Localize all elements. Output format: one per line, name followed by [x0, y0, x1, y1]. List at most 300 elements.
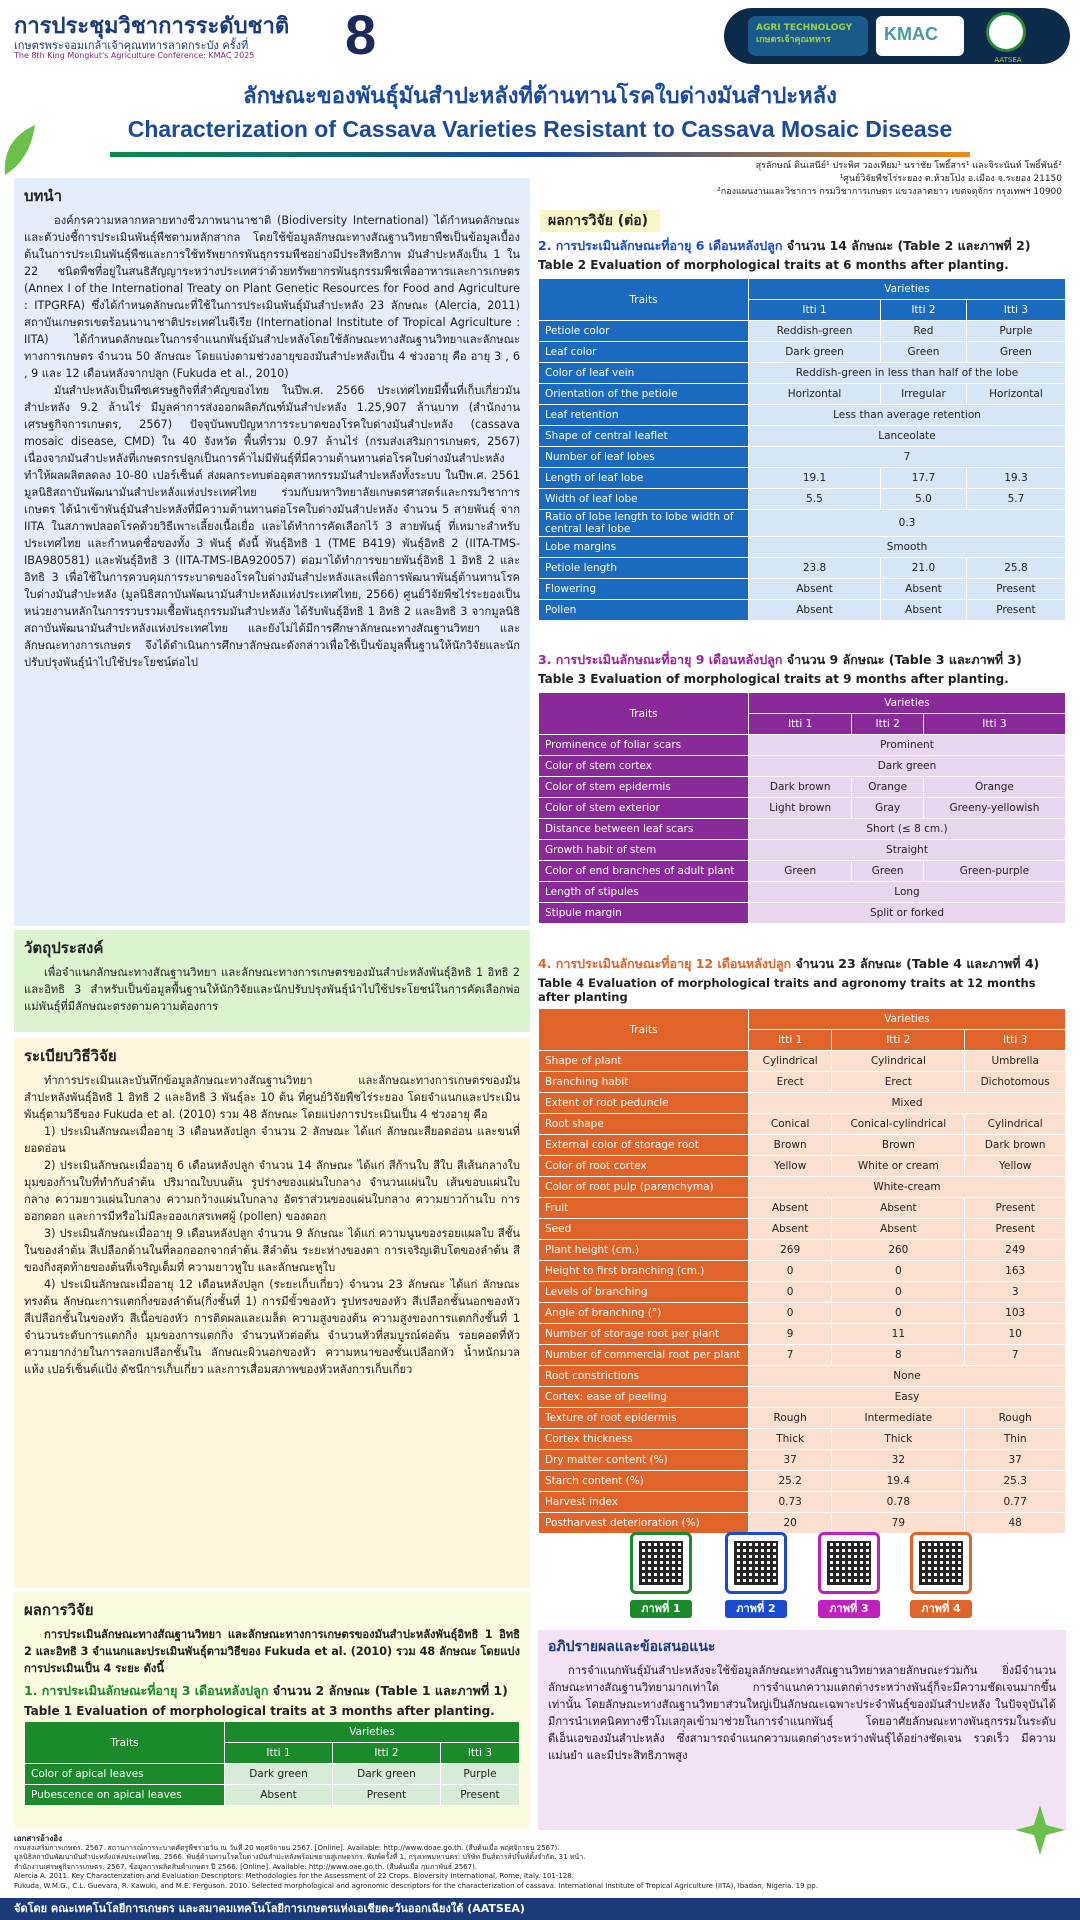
qr-label: ภาพที่ 2 [725, 1600, 787, 1618]
trait-cell: Angle of branching (°) [539, 1303, 749, 1324]
table-row [539, 363, 1066, 384]
value-cell: Less than average retention [749, 405, 1066, 426]
table-row [539, 798, 1066, 819]
results-section-4 [538, 954, 1066, 1534]
leaf-decoration-icon [1010, 1800, 1070, 1860]
trait-cell: Pollen [539, 600, 749, 621]
qr-code-icon[interactable] [630, 1532, 692, 1594]
value-cell: 163 [965, 1261, 1066, 1282]
value-cell: 5.5 [749, 489, 881, 510]
table-row [539, 1240, 1066, 1261]
results-section-3-title [538, 650, 1066, 670]
variety-header-2: Itti 2 [881, 300, 967, 321]
reference-3: สำนักงานเศรษฐกิจการเกษตร. 2567. ข้อมูลการผลิตสินค้าเกษตร ปี 2566. [Online]. Available: http://www.oae.go.th. (สืบค้นเมื่อ กุมภาพันธ์ 2567). [14, 1862, 478, 1871]
table-header-row [539, 1009, 1066, 1030]
value-cell: Absent [832, 1219, 965, 1240]
value-cell: 25.8 [966, 558, 1065, 579]
methodology-heading: ระเบียบวิธีวิจัย [24, 1047, 117, 1065]
table-row [539, 1366, 1066, 1387]
leaf-decoration-icon [0, 120, 40, 180]
table-row [539, 342, 1066, 363]
trait-cell: Texture of root epidermis [539, 1408, 749, 1429]
value-cell: Orange [923, 777, 1065, 798]
table-4 [538, 1008, 1066, 1534]
table-row [539, 1177, 1066, 1198]
section-2-title-rest: จำนวน 14 ลักษณะ (Table 2 และภาพที่ 2) [782, 238, 1031, 253]
value-cell: None [749, 1366, 1066, 1387]
title-divider [110, 152, 970, 157]
value-cell: Green-purple [923, 861, 1065, 882]
value-cell: 260 [832, 1240, 965, 1261]
value-cell: Erect [749, 1072, 832, 1093]
table-row [539, 1219, 1066, 1240]
value-cell: 25.3 [965, 1471, 1066, 1492]
value-cell: Brown [749, 1135, 832, 1156]
value-cell: 9 [749, 1324, 832, 1345]
results-continued-box [540, 210, 660, 232]
trait-cell: Fruit [539, 1198, 749, 1219]
value-cell: Rough [749, 1408, 832, 1429]
value-cell: Reddish-green [749, 321, 881, 342]
trait-cell: Pubescence on apical leaves [25, 1785, 225, 1806]
table-row [25, 1764, 520, 1785]
varieties-header: Varieties [749, 1009, 1066, 1030]
trait-cell: Lobe margins [539, 537, 749, 558]
value-cell: 3 [965, 1282, 1066, 1303]
trait-cell: Width of leaf lobe [539, 489, 749, 510]
traits-header: Traits [539, 1009, 749, 1051]
table-row [539, 1093, 1066, 1114]
conference-number: 8 [345, 3, 377, 66]
table-row [539, 447, 1066, 468]
methodology-section [14, 1038, 530, 1588]
section-4-title-highlight: 4. การประเมินลักษณะที่อายุ 12 เดือนหลังปลูก [538, 956, 792, 971]
value-cell: Orange [852, 777, 923, 798]
value-cell: Dark green [225, 1764, 333, 1785]
discussion-section [538, 1630, 1066, 1830]
section-1-title-rest: จำนวน 2 ลักษณะ (Table 1 และภาพที่ 1) [268, 1683, 508, 1698]
trait-cell: Orientation of the petiole [539, 384, 749, 405]
value-cell: Present [965, 1219, 1066, 1240]
value-cell: 48 [965, 1513, 1066, 1534]
agri-technology-logo-text: AGRI TECHNOLOGY เกษตรเจ้าคุณทหาร [756, 23, 853, 45]
table-1 [24, 1721, 520, 1806]
trait-cell: Length of stipules [539, 882, 749, 903]
table-row [539, 1429, 1066, 1450]
value-cell: 0.3 [749, 510, 1066, 537]
qr-label: ภาพที่ 3 [818, 1600, 880, 1618]
table-3 [538, 692, 1066, 924]
trait-cell: Stipule margin [539, 903, 749, 924]
table-row [539, 819, 1066, 840]
variety-header-3: Itti 3 [965, 1030, 1066, 1051]
trait-cell: External color of storage root [539, 1135, 749, 1156]
value-cell: 23.8 [749, 558, 881, 579]
trait-cell: Color of root pulp (parenchyma) [539, 1177, 749, 1198]
objective-heading: วัตถุประสงค์ [24, 939, 104, 957]
value-cell: 249 [965, 1240, 1066, 1261]
table-row [539, 1408, 1066, 1429]
trait-cell: Length of leaf lobe [539, 468, 749, 489]
aatsea-logo-text: AATSEA [994, 56, 1022, 64]
value-cell: Smooth [749, 537, 1066, 558]
table-row [539, 777, 1066, 798]
value-cell: 17.7 [881, 468, 967, 489]
value-cell: Mixed [749, 1093, 1066, 1114]
value-cell: Erect [832, 1072, 965, 1093]
value-cell: Absent [749, 1219, 832, 1240]
value-cell: Absent [749, 579, 881, 600]
value-cell: Split or forked [749, 903, 1066, 924]
value-cell: Intermediate [832, 1408, 965, 1429]
trait-cell: Starch content (%) [539, 1471, 749, 1492]
value-cell: 0 [832, 1282, 965, 1303]
value-cell: Dark green [332, 1764, 440, 1785]
table-2-caption: Table 2 Evaluation of morphological traits at 6 months after planting. [538, 258, 1009, 272]
qr-pattern [639, 1541, 683, 1585]
value-cell: Absent [225, 1785, 333, 1806]
qr-pattern [827, 1541, 871, 1585]
authors-block [502, 160, 1062, 199]
value-cell: Thin [965, 1429, 1066, 1450]
references-section [14, 1834, 1066, 1891]
methodology-step-3: 3) ประเมินลักษณะเมื่ออายุ 9 เดือนหลังปลูก จำนวน 9 ลักษณะ ได้แก่ ความนูนของรอยแผลใบ สีชั้นในของลำต้น สีเปลือกด้านในที่ลอกออกจากลำต้น สีลำต้น ระยะห่างของตา การเจริญเติบโตของลำต้น สีของกิ่งสุดท้ายของต้นที่เจริญเต็มที่ ความยาวหูใบ และลักษณะหูใบ [24, 1227, 520, 1274]
references-heading: เอกสารอ้างอิง [14, 1834, 62, 1843]
variety-header-3: Itti 3 [440, 1743, 519, 1764]
value-cell: 20 [749, 1513, 832, 1534]
value-cell: Green [749, 861, 852, 882]
methodology-intro: ทำการประเมินและบันทึกข้อมูลลักษณะทางสัณฐานวิทยา และลักษณะทางการเกษตรของมันสำปะหลังพันธุ์อิทธิ 1 อิทธิ 2 และอิทธิ 3 พันธุ์ละ 10 ต้น ที่ศูนย์วิจัยพืชไร่ระยอง โดยจำแนกและประเมินพันธุ์ตามวิธีของ Fukuda et al. (2010) รวม 48 ลักษณะ โดยแบ่งการประเมินเป็น 4 ช่วงอายุ คือ [24, 1074, 520, 1121]
value-cell: Dark green [749, 342, 881, 363]
trait-cell: Color of end branches of adult plant [539, 861, 749, 882]
table-2 [538, 278, 1066, 621]
results-section-2-title [538, 236, 1066, 256]
table-row [539, 384, 1066, 405]
value-cell: Lanceolate [749, 426, 1066, 447]
value-cell: 0.77 [965, 1492, 1066, 1513]
trait-cell: Number of leaf lobes [539, 447, 749, 468]
qr-code-icon[interactable] [725, 1532, 787, 1594]
value-cell: Gray [852, 798, 923, 819]
value-cell: 19.3 [966, 468, 1065, 489]
trait-cell: Plant height (cm.) [539, 1240, 749, 1261]
qr-pattern [919, 1541, 963, 1585]
table-row [539, 1114, 1066, 1135]
section-1-title-highlight: 1. การประเมินลักษณะที่อายุ 3 เดือนหลังปลูก [24, 1683, 269, 1698]
value-cell: 7 [749, 1345, 832, 1366]
introduction-paragraph-1: องค์กรความหลากหลายทางชีวภาพนานาชาติ (Biodiversity International) ได้กำหนดลักษณะและตัวบ่งชี้การประเมินพันธุ์พืชตามหลักสากล โดยใช้ข้อมูลลักษณะทางสัณฐานวิทยาพืชเป็นข้อมูลเบื้องต้นในการประเมินพันธุ์พืชและการใช้ทรัพยากรพันธุกรรมพืชอย่างมีประสิทธิภาพ มันสำปะหลังเป็น 1 ใน 22 ชนิดพืชที่อยู่ในสนธิสัญญาระหว่างประเทศว่าด้วยทรัพยากรพันธุกรรมพืชเพื่ออาหารและการเกษตร (Annex I of the International Treaty on Plant Genetic Resources for Food and Agriculture : ITPGRFA) ซึ่งได้กำหนดลักษณะที่ใช้ในการประเมินพันธุ์มันสำปะหลัง 23 ลักษณะ (Alercia, 2011) สถาบันเกษตรเขตร้อนนานาชาติประเทศไนจีเรีย (International Institute of Tropical Agriculture : IITA) ได้กำหนดลักษณะในการจำแนกพันธุ์มันสำปะหลังโดยใช้ลักษณะทางสัณฐานวิทยาและลักษณะทางการเกษตร จำนวน 50 ลักษณะ โดยแบ่งตามช่วงอายุของมันสำปะหลังเป็น 4 ช่วงอายุ คือ อายุ 3 , 6 , 9 และ 12 เดือนหลังจากปลูก (Fukuda et al., 2010) [24, 214, 520, 380]
value-cell: Dark brown [965, 1135, 1066, 1156]
table-header-row [25, 1722, 520, 1743]
results-section-4-title [538, 954, 1066, 974]
trait-cell: Leaf retention [539, 405, 749, 426]
trait-cell: Flowering [539, 579, 749, 600]
author-names: สุรลักษณ์ ดินเสนีย์¹ ประพิศ วองเทียม¹ นราชัย โพธิ์สาร¹ และจิระนันท์ โพธิ์พันธ์² [755, 161, 1062, 171]
trait-cell: Seed [539, 1219, 749, 1240]
value-cell: Absent [881, 600, 967, 621]
value-cell: Purple [440, 1764, 519, 1785]
affiliation-2: ²กองแผนงานและวิชาการ กรมวิชาการเกษตร แขวงลาดยาว เขตจตุจักร กรุงเทพฯ 10900 [717, 187, 1062, 197]
trait-cell: Distance between leaf scars [539, 819, 749, 840]
value-cell: Green [966, 342, 1065, 363]
value-cell: 19.4 [832, 1471, 965, 1492]
table-row [539, 579, 1066, 600]
value-cell: Rough [965, 1408, 1066, 1429]
trait-cell: Postharvest deterioration (%) [539, 1513, 749, 1534]
value-cell: Brown [832, 1135, 965, 1156]
variety-header-1: Itti 1 [225, 1743, 333, 1764]
table-row [539, 1492, 1066, 1513]
qr-code-icon[interactable] [818, 1532, 880, 1594]
reference-2: มูลนิธิสถาบันพัฒนามันสำปะหลังแห่งประเทศไทย. 2566. พันธุ์ต้านทานโรคใบด่างมันสำปะหลังพร้อมขยายสู่เกษตรกร. พิมพ์ครั้งที่ 1, กรุงเทพมหานคร: บริษัท ยีนส์ตารส์ปริ้นท์ติ้งจำกัด. 31 หน้า. [14, 1853, 586, 1861]
value-cell: Thick [832, 1429, 965, 1450]
table-header-row [539, 693, 1066, 714]
value-cell: 79 [832, 1513, 965, 1534]
value-cell: 21.0 [881, 558, 967, 579]
value-cell: 10 [965, 1324, 1066, 1345]
qr-code-icon[interactable] [910, 1532, 972, 1594]
table-row [539, 1471, 1066, 1492]
value-cell: Irregular [881, 384, 967, 405]
table-row [539, 903, 1066, 924]
trait-cell: Cortex: ease of peeling [539, 1387, 749, 1408]
introduction-section [14, 178, 530, 926]
table-row [539, 321, 1066, 342]
value-cell: Straight [749, 840, 1066, 861]
reference-4: Alercia A. 2011. Key Characterization and Evaluation Descriptors: Methodologies for the Assessment of 22 Crops. Bioversity International, Rome, Italy. 101-128. [14, 1872, 574, 1880]
value-cell: Horizontal [749, 384, 881, 405]
table-row [539, 537, 1066, 558]
value-cell: Long [749, 882, 1066, 903]
table-row [25, 1785, 520, 1806]
trait-cell: Prominence of foliar scars [539, 735, 749, 756]
value-cell: 0 [832, 1303, 965, 1324]
table-row [539, 1345, 1066, 1366]
value-cell: 11 [832, 1324, 965, 1345]
aatsea-logo [986, 12, 1026, 52]
trait-cell: Height to first branching (cm.) [539, 1261, 749, 1282]
value-cell: Cylindrical [965, 1114, 1066, 1135]
table-row [539, 510, 1066, 537]
table-row [539, 1513, 1066, 1534]
value-cell: Yellow [749, 1156, 832, 1177]
conference-english-name: The 8th King Mongkut's Agriculture Conference: KMAC 2025 [14, 51, 255, 60]
kmac-logo-text: KMAC [884, 24, 938, 44]
value-cell: 37 [749, 1450, 832, 1471]
trait-cell: Color of stem cortex [539, 756, 749, 777]
reference-1: กรมส่งเสริมการเกษตร. 2567. สถานการณ์การระบาดศัตรูพืชรายวัน ณ วันที่ 20 พฤศจิกายน 2567. [Online]. Available: http://www.doae.go.th. (สืบค้นเมื่อ พฤศจิกายน 2567). [14, 1843, 560, 1852]
traits-header: Traits [25, 1722, 225, 1764]
value-cell: 7 [965, 1345, 1066, 1366]
trait-cell: Extent of root peduncle [539, 1093, 749, 1114]
value-cell: Cylindrical [832, 1051, 965, 1072]
value-cell: 0 [749, 1261, 832, 1282]
value-cell: Cylindrical [749, 1051, 832, 1072]
value-cell: 8 [832, 1345, 965, 1366]
trait-cell: Color of leaf vein [539, 363, 749, 384]
table-row [539, 735, 1066, 756]
varieties-header: Varieties [749, 693, 1066, 714]
table-row [539, 600, 1066, 621]
value-cell: Greeny-yellowish [923, 798, 1065, 819]
value-cell: 0.73 [749, 1492, 832, 1513]
traits-header: Traits [539, 279, 749, 321]
methodology-step-4: 4) ประเมินลักษณะเมื่ออายุ 12 เดือนหลังปลูก (ระยะเก็บเกี่ยว) จำนวน 23 ลักษณะ ได้แก่ ลักษณะทรงต้น ลักษณะการแตกกิ่งของลำต้น(กิ่งชั้นที่ 1) การมีขั้วของหัว รูปทรงของหัว สีเปลือกชั้นนอกของหัว สีเปลือกชั้นในของหัว สีเนื้อของหัว การติดผลและเมล็ด ความสูงของต้น ความสูงของการแตกกิ่งชั้นที่ 1 จำนวนระดับการแตกกิ่ง มุมของการแตกกิ่ง จำนวนหัวต่อต้น จำนวนหัวที่สมบูรณ์ต่อต้น รอยคอดที่หัว ความยากง่ายในการลอกเปลือกชั้นใน ลักษณะผิวนอกของหัว ความหนาของชั้นเปลือกหัว น้ำหนักมวลแห้ง เปอร์เซ็นต์แป้ง ดัชนีการเก็บเกี่ยว และการเสื่อมสภาพของหัวหลังการเก็บเกี่ยว [24, 1278, 520, 1376]
value-cell: Absent [881, 579, 967, 600]
variety-header-2: Itti 2 [332, 1743, 440, 1764]
value-cell: 19.1 [749, 468, 881, 489]
qr-label: ภาพที่ 4 [910, 1600, 972, 1618]
value-cell: Conical-cylindrical [832, 1114, 965, 1135]
table-header-row [539, 279, 1066, 300]
qr-pattern [734, 1541, 778, 1585]
trait-cell: Color of apical leaves [25, 1764, 225, 1785]
table-row [539, 882, 1066, 903]
affiliation-1: ¹ศูนย์วิจัยพืชไร่ระยอง ต.ห้วยโป่ง อ.เมือง จ.ระยอง 21150 [839, 174, 1062, 184]
value-cell: Present [440, 1785, 519, 1806]
value-cell: Dark brown [749, 777, 852, 798]
variety-header-3: Itti 3 [966, 300, 1065, 321]
conference-subtitle: เกษตรพระจอมเกล้าเจ้าคุณทหารลาดกระบัง ครั้งที่ [14, 39, 249, 52]
discussion-heading: อภิปรายผลและข้อเสนอแนะ [548, 1639, 716, 1655]
section-3-title-highlight: 3. การประเมินลักษณะที่อายุ 9 เดือนหลังปลูก [538, 652, 783, 667]
trait-cell: Petiole color [539, 321, 749, 342]
value-cell: Green [881, 342, 967, 363]
value-cell: White or cream [832, 1156, 965, 1177]
table-row [539, 1072, 1066, 1093]
table-row [539, 1198, 1066, 1219]
section-4-title-rest: จำนวน 23 ลักษณะ (Table 4 และภาพที่ 4) [791, 956, 1040, 971]
value-cell: Present [332, 1785, 440, 1806]
results-heading: ผลการวิจัย [24, 1601, 94, 1619]
introduction-paragraph-2: มันสำปะหลังเป็นพืชเศรษฐกิจที่สำคัญของไทย ในปีพ.ศ. 2566 ประเทศไทยมีพื้นที่เก็บเกี่ยวมันสำปะหลัง 9.2 ล้านไร่ มีมูลค่าการส่งออกผลิตภัณฑ์มันสำปะหลัง 1.25,907 ล้านบาท (สำนักงานเศรษฐกิจการเกษตร, 2567) ปัจจุบันพบปัญหาการระบาดของโรคใบด่างมันสำปะหลัง (cassava mosaic disease, CMD) ใน 40 จังหวัด พื้นที่รวม 0.97 ล้านไร่ (กรมส่งเสริมการเกษตร, 2567) เนื่องจากมันสำปะหลังที่เกษตรกรปลูกเป็นการค้าไม่มีพันธุ์ที่มีความต้านทานต่อโรคใบด่างมันสำปะหลัง ทำให้ผลผลิตลดลง 10-80 เปอร์เซ็นต์ ส่งผลกระทบต่ออุตสาหกรรมมันสำปะหลังทั้งระบบ ในปีพ.ศ. 2561 มูลนิธิสถาบันพัฒนามันสำปะหลังแห่งประเทศไทย ร่วมกับมหาวิทยาลัยเกษตรศาสตร์และกรมวิชาการเกษตร ได้นำเข้าพันธุ์มันสำปะหลังที่มีความต้านทานต่อโรคใบด่างมันสำปะหลัง จำนวน 5 สายพันธุ์ จาก IITA ในสภาพปลอดโรคด้วยวิธีเพาะเลี้ยงเนื้อเยื่อ และได้ทำการคัดเลือกไว้ 3 สายพันธุ์ ที่เหมาะสำหรับประเทศไทย และกำหนดชื่อของทั้ง 3 พันธุ์ ดังนี้ พันธุ์อิทธิ 1 (TME B419) พันธุ์อิทธิ 2 (IITA-TMS-IBA980581) และพันธุ์อิทธิ 3 (IITA-TMS-IBA920057) ต่อมาได้ทำการขยายพันธุ์อิทธิ 1 อิทธิ 2 และอิทธิ 3 เพื่อใช้ในการควบคุมการระบาดของโรคใบด่างมันสำปะหลังและเพื่อการพัฒนาพันธุ์ต้านทานโรคใบด่างมันสำปะหลัง (มูลนิธิสถาบันพัฒนามันสำปะหลังแห่งประเทศไทย, 2566) ศูนย์วิจัยพืชไร่ระยองเป็นหน่วยงานหลักในการรวบรวมเชื้อพันธุกรรมมันสำปะหลัง ได้รับพันธุ์อิทธิ 1 อิทธิ 2 และอิทธิ 3 จากมูลนิธิสถาบันพัฒนามันสำปะหลังแห่งประเทศไทย และยังไม่ได้มีการศึกษาลักษณะทางสัณฐานวิทยา และลักษณะทางการเกษตร จึงได้ดำเนินการศึกษาลักษณะดังกล่าวเพื่อใช้เป็นข้อมูลพื้นฐานให้นักวิจัยและนักปรับปรุงพันธุ์นำไปใช้ประโยชน์ต่อไป [24, 384, 520, 669]
table-row [539, 1051, 1066, 1072]
trait-cell: Harvest index [539, 1492, 749, 1513]
value-cell: Horizontal [966, 384, 1065, 405]
table-4-caption: Table 4 Evaluation of morphological traits and agronomy traits at 12 months after planting [538, 976, 1036, 1004]
table-row [539, 405, 1066, 426]
value-cell: Purple [966, 321, 1065, 342]
value-cell: 0.78 [832, 1492, 965, 1513]
trait-cell: Shape of central leaflet [539, 426, 749, 447]
value-cell: 7 [749, 447, 1066, 468]
variety-header-2: Itti 2 [852, 714, 923, 735]
footer: จัดโดย คณะเทคโนโลยีการเกษตร และสมาคมเทคโนโลยีการเกษตรแห่งเอเชียตะวันออกเฉียงใต้ (AATSEA) [0, 1898, 1080, 1920]
value-cell: Short (≤ 8 cm.) [749, 819, 1066, 840]
value-cell: Light brown [749, 798, 852, 819]
objective-section [14, 930, 530, 1032]
value-cell: Absent [832, 1198, 965, 1219]
value-cell: Red [881, 321, 967, 342]
objective-paragraph: เพื่อจำแนกลักษณะทางสัณฐานวิทยา และลักษณะทางการเกษตรของมันสำปะหลังพันธุ์อิทธิ 1 อิทธิ 2 และอิทธิ 3 สำหรับเป็นข้อมูลพื้นฐานให้นักวิจัยและนักปรับปรุงพันธุ์นำไปใช้ประโยชน์ในการคัดเลือกพ่อแม่พันธุ์ที่มีลักษณะตรงตามความต้องการ [24, 966, 520, 1013]
trait-cell: Dry matter content (%) [539, 1450, 749, 1471]
value-cell: 5.7 [966, 489, 1065, 510]
variety-header-1: Itti 1 [749, 300, 881, 321]
variety-header-3: Itti 3 [923, 714, 1065, 735]
methodology-step-1: 1) ประเมินลักษณะเมื่ออายุ 3 เดือนหลังปลูก จำนวน 2 ลักษณะ ได้แก่ ลักษณะสียอดอ่อน และขนที่ยอดอ่อน [24, 1125, 520, 1155]
section-2-title-highlight: 2. การประเมินลักษณะที่อายุ 6 เดือนหลังปลูก [538, 238, 783, 253]
results-continued-heading: ผลการวิจัย (ต่อ) [548, 213, 649, 229]
value-cell: 0 [832, 1261, 965, 1282]
value-cell: 37 [965, 1450, 1066, 1471]
table-row [539, 1450, 1066, 1471]
table-row [539, 426, 1066, 447]
table-row [539, 1135, 1066, 1156]
qr-label: ภาพที่ 1 [630, 1600, 692, 1618]
value-cell: Prominent [749, 735, 1066, 756]
table-row [539, 861, 1066, 882]
trait-cell: Leaf color [539, 342, 749, 363]
table-row [539, 756, 1066, 777]
trait-cell: Root constrictions [539, 1366, 749, 1387]
table-row [539, 1261, 1066, 1282]
trait-cell: Root shape [539, 1114, 749, 1135]
value-cell: Present [965, 1198, 1066, 1219]
value-cell: Green [852, 861, 923, 882]
value-cell: 25.2 [749, 1471, 832, 1492]
table-row [539, 558, 1066, 579]
trait-cell: Number of storage root per plant [539, 1324, 749, 1345]
section-3-title-rest: จำนวน 9 ลักษณะ (Table 3 และภาพที่ 3) [782, 652, 1022, 667]
methodology-step-2: 2) ประเมินลักษณะเมื่ออายุ 6 เดือนหลังปลูก จำนวน 14 ลักษณะ ได้แก่ สีก้านใบ สีใบ สีเส้นกลางใบ มุมของก้านใบที่ทำกับลำต้น ปริมาณใบบนต้น รูปร่างของแผ่นใบกลาง จำนวนแผ่นใบ เส้นขอบแผ่นใบกลาง ความยาวแผ่นใบกลาง ความกว้างแผ่นใบกลาง อัตราส่วนของแผ่นใบกลาง ความยาวก้านใบ การออกดอก และการมีหรือไม่มีละอองเกสรเพศผู้ (pollen) ของดอก [24, 1159, 520, 1223]
introduction-heading: บทนำ [24, 187, 63, 205]
value-cell: Yellow [965, 1156, 1066, 1177]
conference-title: การประชุมวิชาการระดับชาติ [14, 14, 290, 39]
value-cell: Present [966, 600, 1065, 621]
trait-cell: Color of root cortex [539, 1156, 749, 1177]
value-cell: 5.0 [881, 489, 967, 510]
table-row [539, 840, 1066, 861]
varieties-header: Varieties [749, 279, 1066, 300]
value-cell: Dichotomous [965, 1072, 1066, 1093]
value-cell: Present [966, 579, 1065, 600]
results-section-1-title [24, 1681, 520, 1701]
poster-title-english: Characterization of Cassava Varieties Resistant to Cassava Mosaic Disease [127, 116, 953, 142]
reference-5: Fukuda, W.M.G., C.L. Guevara, R. Kawuki, and M.E. Ferguson. 2010. Selected morphological and agronomic descriptors for the characterization of cassava. International Institute of Tropical Agriculture (IITA), Ibadan, Nigeria. 19 pp. [14, 1881, 818, 1890]
value-cell: 269 [749, 1240, 832, 1261]
variety-header-2: Itti 2 [832, 1030, 965, 1051]
trait-cell: Levels of branching [539, 1282, 749, 1303]
table-row [539, 1324, 1066, 1345]
value-cell: Absent [749, 600, 881, 621]
value-cell: 0 [749, 1282, 832, 1303]
poster-title-thai: ลักษณะของพันธุ์มันสำปะหลังที่ต้านทานโรคใบด่างมันสำปะหลัง [243, 84, 837, 109]
table-row [539, 468, 1066, 489]
value-cell: Conical [749, 1114, 832, 1135]
table-row [539, 1387, 1066, 1408]
discussion-paragraph: การจำแนกพันธุ์มันสำปะหลังจะใช้ข้อมูลลักษณะทางสัณฐานวิทยาหลายลักษณะร่วมกัน ยิ่งมีจำนวนลักษณะทางสัณฐานวิทยามากเท่าใด การจำแนกความแตกต่างระหว่างพันธุ์ก็จะมีความชัดเจนมากขึ้นเท่านั้น โดยลักษณะทางสัณฐานวิทยาส่วนใหญ่เป็นลักษณะเฉพาะประจำพันธุ์ของมันสำปะหลัง ในปัจจุบันได้มีการนำเทคนิคทางชีวโมเลกุลเข้ามาช่วยในการจำแนกพันธุ์ โดยอาศัยลักษณะทางพันธุกรรมในระดับดีเอ็นเอของมันสำปะหลัง ซึ่งสามารถจำแนกความแตกต่างระหว่างพันธุ์ได้อย่างชัดเจน รวดเร็ว มีความแม่นยำ และมีประสิทธิภาพสูง [548, 1664, 1056, 1762]
trait-cell: Color of stem exterior [539, 798, 749, 819]
results-intro: การประเมินลักษณะทางสัณฐานวิทยา และลักษณะทางการเกษตรของมันสำปะหลังพันธุ์อิทธิ 1 อิทธิ 2 และอิทธิ 3 จำแนกและประเมินพันธุ์ตามวิธีของ Fukuda et al. (2010) รวม 48 ลักษณะ โดยแบ่งการประเมินเป็น 4 ระยะ ดังนี้ [24, 1628, 520, 1675]
table-row [539, 1303, 1066, 1324]
trait-cell: Branching habit [539, 1072, 749, 1093]
value-cell: 32 [832, 1450, 965, 1471]
table-row [539, 489, 1066, 510]
value-cell: Easy [749, 1387, 1066, 1408]
trait-cell: Cortex thickness [539, 1429, 749, 1450]
trait-cell: Color of stem epidermis [539, 777, 749, 798]
results-section-2 [538, 236, 1066, 621]
value-cell: Thick [749, 1429, 832, 1450]
value-cell: Reddish-green in less than half of the lobe [749, 363, 1066, 384]
table-row [539, 1156, 1066, 1177]
value-cell: White-cream [749, 1177, 1066, 1198]
trait-cell: Number of commercial root per plant [539, 1345, 749, 1366]
trait-cell: Petiole length [539, 558, 749, 579]
table-row [539, 1282, 1066, 1303]
trait-cell: Ratio of lobe length to lobe width of central leaf lobe [539, 510, 749, 537]
table-1-caption: Table 1 Evaluation of morphological traits at 3 months after planting. [24, 1704, 495, 1718]
